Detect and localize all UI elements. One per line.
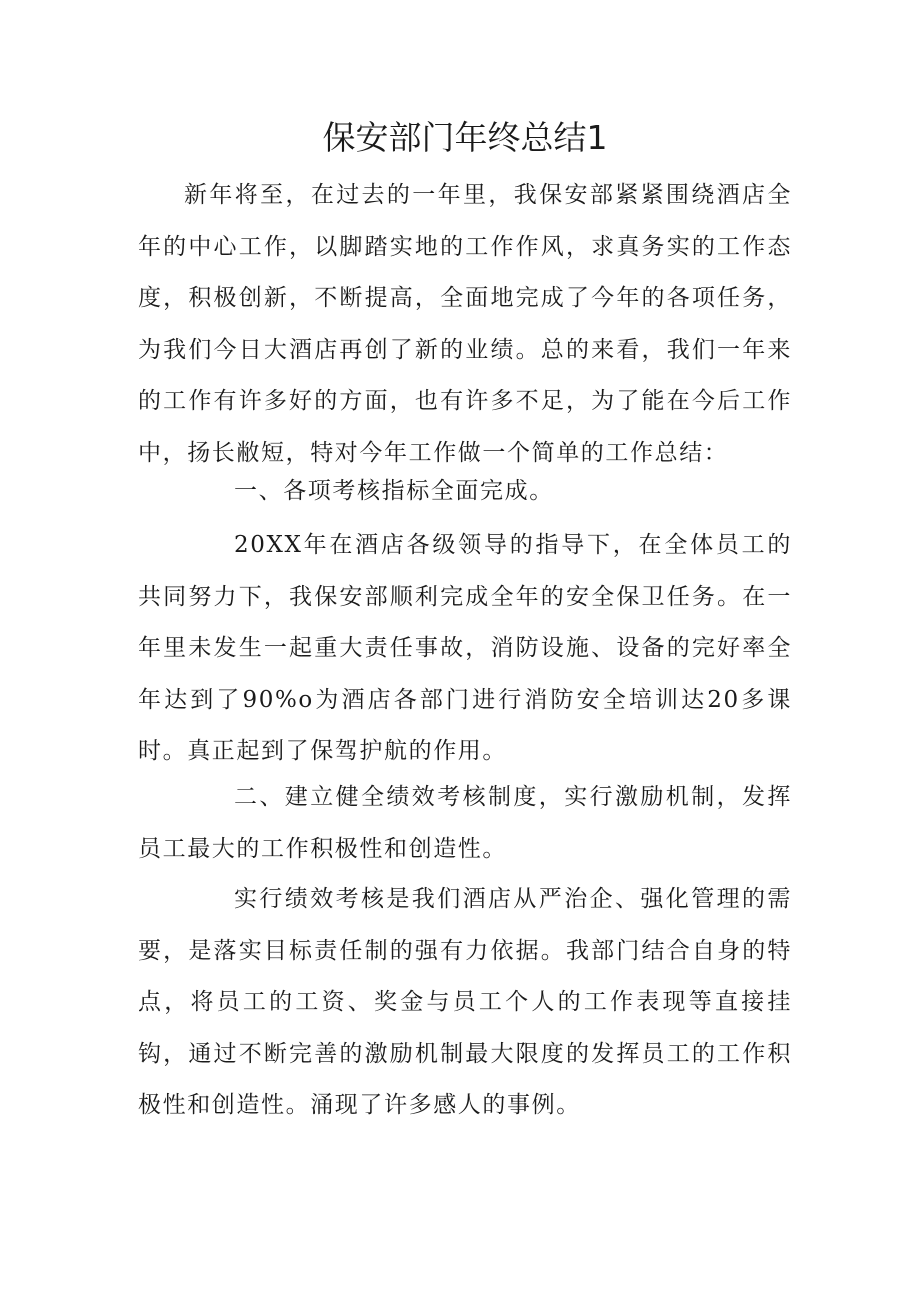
document-title: 保安部门年终总结1 (322, 118, 608, 157)
intro-paragraph: 新年将至，在过去的一年里，我保安部紧紧围绕酒店全年的中心工作，以脚踏实地的工作作风，求真务实的工作态度，积极创新，不断提高，全面地完成了今年的各项任务，为我们今日大酒店再创了新的业绩。总的来看，我们一年来的工作有许多好的方面，也有许多不足，为了能在今后工作中，扬长敝短，特对今年工作做一个简单的工作总结： (138, 182, 792, 466)
section-body-1: 20XX年在酒店各级领导的指导下，在全体员工的共同努力下，我保安部顺利完成全年的安全保卫任务。在一年里未发生一起重大责任事故，消防设施、设备的完好率全年达到了90%o为酒店各部门进行消防安全培训达20多课时。真正起到了保驾护航的作用。 (138, 532, 792, 764)
section-heading-2: 二、建立健全绩效考核制度，实行激励机制，发挥员工最大的工作积极性和创造性。 (138, 784, 792, 862)
section-body-2: 实行绩效考核是我们酒店从严治企、强化管理的需要，是落实目标责任制的强有力依据。我部门结合自身的特点，将员工的工资、奖金与员工个人的工作表现等直接挂钩，通过不断完善的激励机制最大限度的发挥员工的工作积极性和创造性。涌现了许多感人的事例。 (138, 886, 792, 1118)
document-page (138, 0, 792, 1301)
section-heading-1: 一、各项考核指标全面完成。 (234, 478, 554, 504)
